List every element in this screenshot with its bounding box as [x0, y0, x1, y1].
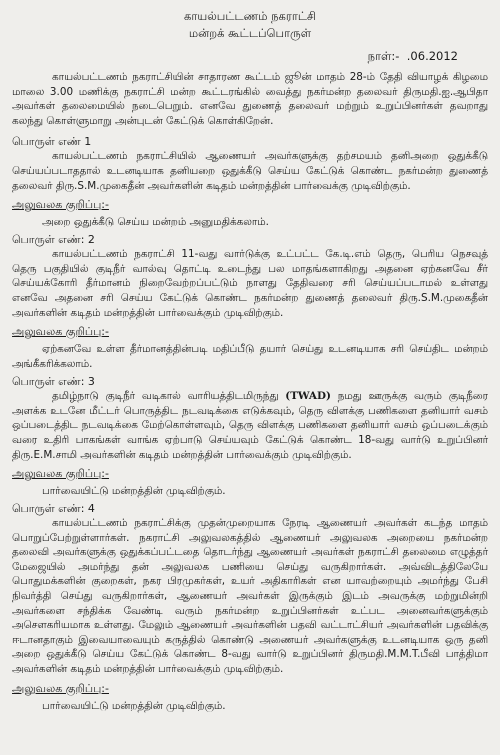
item-1-office-label: அலுவலக குறிப்பு:-: [12, 198, 109, 212]
item-2-office-label: அலுவலக குறிப்பு:-: [12, 325, 109, 339]
item-4-office-note: பார்வையிட்டு மன்றத்தின் முடிவிற்கும்.: [42, 699, 226, 712]
item-1-body: காயல்பட்டணம் நகராட்சியில் ஆணையர் அவர்களுக்கு தற்சமயம் தனிஅறை ஒதுக்கீடு செய்யப்படாததால் உடனடியாக தனியறை ஒதுக்கீடு செய்ய கேட்டுக் கொண்ட நகர்மன்ற துணைத் தலைவர் திரு.S.M.முகைதீன் அவர்களின் கடிதம் மன்றத்தின் பார்வைக்கு முடிவிற்கும்.: [12, 150, 488, 192]
twad-abbreviation: (TWAD): [285, 390, 331, 403]
intro-paragraph: காயல்பட்டணம் நகராட்சியின் சாதாரண கூட்டம் ஜூன் மாதம் 28-ம் தேதி வியாழக் கிழமை மாலை 3.00 மணிக்கு நகராட்சி மன்ற கூட்டரங்கில் வைத்து நகர்மன்ற தலைவர் திருமதி.ஐ.ஆபிதா அவர்கள் தலைமையில் நடைபெறும். எனவே துணைத் தலைவர் மற்றும் உறுப்பினர்கள் தவறாது கலந்து கொள்ளுமாறு அன்புடன் கேட்டுக் கொள்கிறேன்.: [12, 71, 488, 127]
municipality-title: காயல்பட்டணம் நகராட்சி: [183, 9, 317, 23]
date-label: நாள்:-: [367, 49, 400, 63]
date-line: [12, 48, 488, 64]
item-2-office-note: ஏற்கனவே உள்ள தீர்மானத்தின்படி மதிப்பீடு தயார் செய்து உடனடியாக சரி செய்திட மன்றம் அங்கீகரிக்கலாம்.: [12, 343, 488, 371]
item-3-office-note: பார்வையிட்டு மன்றத்தின் முடிவிற்கும்.: [42, 485, 226, 498]
date-value: .06.2012: [399, 49, 458, 63]
item-3-office-label: அலுவலக குறிப்பு:-: [12, 467, 109, 481]
document-header: [12, 8, 488, 42]
item-4-heading: பொருள் எண்: 4: [12, 502, 95, 516]
item-1-heading: பொருள் எண் 1: [12, 135, 92, 149]
item-4-office-label: அலுவலக குறிப்பு:-: [12, 681, 109, 695]
item-2-body: காயல்பட்டணம் நகராட்சி 11-வது வார்டுக்கு உட்பட்ட கே.டி.எம் தெரு, பெரிய நெசவுத் தெரு பகுதியில் குடிநீர் வால்வு தொட்டி உடைந்து பல மாதங்களாகிறது அதனை ஏற்கனவே சீர் செய்யக்கோரி தீர்மானம் நிறைவேற்றப்பட்டும் நாளது தேதிவரை சரி செய்யப்படாமல் உள்ளது எனவே அதனை சரி செய்ய கேட்டுக் கொண்ட நகர்மன்ற துணைத் தலைவர் திரு.S.M.முகைதீன் அவர்களின் கடிதம் மன்றத்தின் பார்வைக்கும் முடிவிற்கும்.: [12, 248, 488, 319]
item-4-body: காயல்பட்டணம் நகராட்சிக்கு முதன்முறையாக நேரடி ஆணையர் அவர்கள் கடந்த மாதம் பொறுப்பேற்றுள்ளார்கள். நகராட்சி அலுவலகத்தில் ஆணையர் அலுவலக அறையை நகர்மன்ற தலைவி அவர்களுக்கு ஒதுக்கப்பட்டதை தொடர்ந்து ஆணையர் அவர்கள் நகராட்சி தலைமை எழுத்தர் மேஜையில் அமர்ந்து தன் அலுவலக பணியை செய்து வருகிறார்கள். அவ்விடத்திலேயே பொதுமக்களின் குறைகள், நகர பிரமுகர்கள், உயர் அதிகாரிகள் என யாவற்றையும் அமர்ந்து பேசி நிவர்த்தி செய்து வருகிறார்கள், ஆணையர் அவர்கள் இருக்கும் இடம் அவருக்கு மற்றுமின்றி அவர்களை சந்திக்க வேண்டி வரும் நகர்மன்ற உறுப்பினர்கள் உட்பட அனைவர்களுக்கும் அசௌகரியமாக உள்ளது. மேலும் ஆணையர் அவர்களின் பதவி வட்டாட்சியர் அவர்களின் பதவிக்கு ஈடானதாகும் இவையாவையும் கருத்தில் கொண்டு அணையர் அவர்களுக்கு உடனடியாக ஒரு தனி அறை ஒதுக்கீடு செய்ய கேட்டுக் கொண்ட 8-வது வார்டு உறுப்பினர் திருமதி.M.M.T.பீவி பாத்திமா அவர்களின் கடிதம் மன்றத்தின் பார்வைக்கும் முடிவிற்கும்.: [12, 517, 488, 676]
document-subtitle: மன்றக் கூட்டப்பொருள்: [188, 26, 312, 40]
item-3-body: [12, 389, 488, 462]
item-3-body-start: தமிழ்நாடு குடிநீர் வடிகால் வாரியத்திடமிருந்து: [52, 390, 286, 403]
item-3-body-end: நமது ஊருக்கு வரும் குடிநீரை அளக்க உடனே மீட்டர் பொருத்திட நடவடிக்கை எடுக்கவும், தெரு விளக்கு பணிகளை தனியார் வசம் ஒப்படைத்திட நடவடிக்கை மேற்கொள்ளவும், தெரு விளக்கு பணிகளை தனியார் வசம் ஒப்படைக்கும் வரை உதிரி பாகங்கள் வாங்க ஏற்பாடு செய்யவும் கேட்டுக் கொண்ட 18-வது வார்டு உறுப்பினர் திரு.E.M.சாமி அவர்களின் கடிதம் மன்றத்தின் பார்வைக்கும் முடிவிற்கும்.: [12, 390, 488, 461]
item-1-office-note: அறை ஒதுக்கீடு செய்ய மன்றம் அனுமதிக்கலாம்.: [42, 216, 269, 229]
item-2-heading: பொருள் எண்: 2: [12, 233, 95, 247]
item-3-heading: பொருள் எண்: 3: [12, 375, 95, 389]
